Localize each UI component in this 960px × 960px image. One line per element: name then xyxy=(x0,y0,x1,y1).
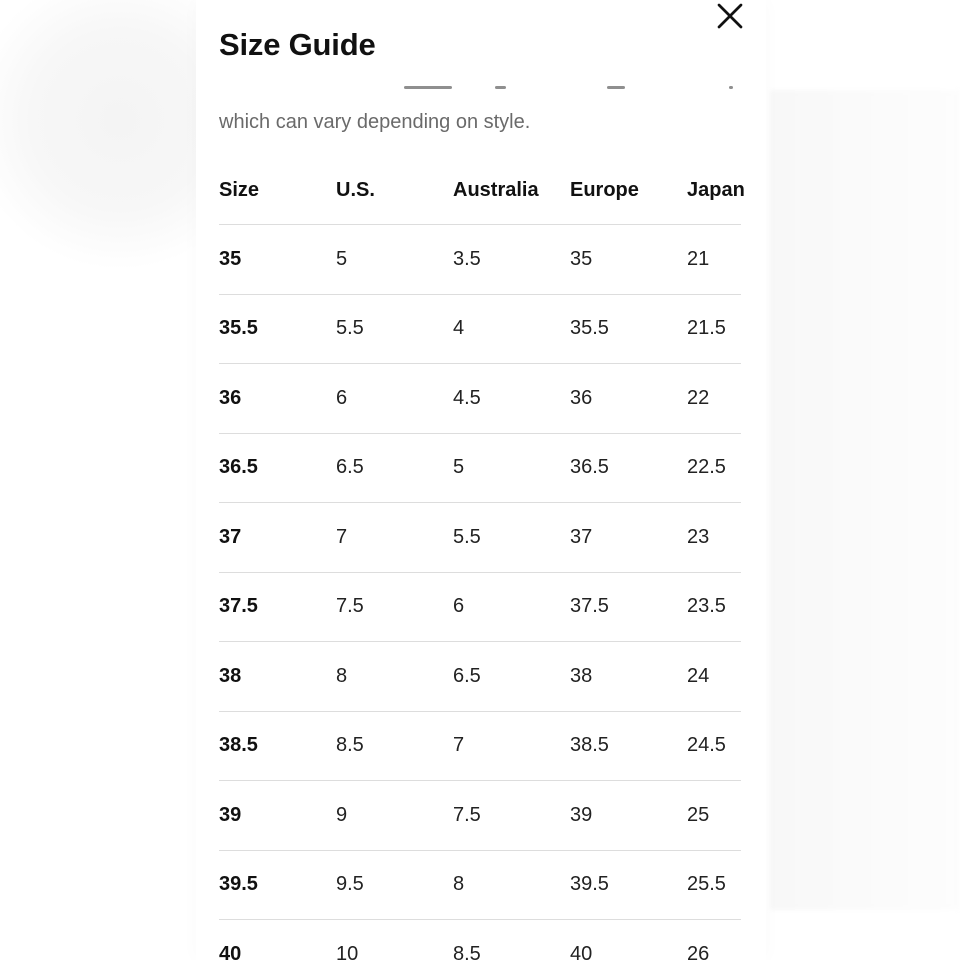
column-header-europe: Europe xyxy=(570,179,639,201)
size-value: 39 xyxy=(219,803,242,826)
europe-size-value: 35.5 xyxy=(570,317,609,340)
japan-size-value: 21 xyxy=(687,247,710,270)
europe-size-value: 39.5 xyxy=(570,873,609,896)
us-size-value: 8 xyxy=(336,664,348,687)
australia-size-value: 4 xyxy=(453,317,465,340)
japan-size-value: 23 xyxy=(687,525,710,548)
europe-size-value: 39 xyxy=(570,803,593,826)
table-row xyxy=(219,712,741,782)
europe-size-value: 40 xyxy=(570,942,593,960)
column-header-size: Size xyxy=(219,179,260,201)
australia-size-value: 7.5 xyxy=(453,803,481,826)
size-value: 38 xyxy=(219,664,242,687)
size-guide-description: which can vary depending on style. xyxy=(219,111,531,133)
europe-size-value: 35 xyxy=(570,247,593,270)
close-icon[interactable] xyxy=(715,1,745,31)
japan-size-value: 24.5 xyxy=(687,734,726,757)
size-conversion-table xyxy=(219,157,745,960)
page-title: Size Guide xyxy=(219,27,376,62)
europe-size-value: 38 xyxy=(570,664,593,687)
us-size-value: 6 xyxy=(336,386,348,409)
size-value: 35 xyxy=(219,247,242,270)
table-row xyxy=(219,781,741,851)
clipped-description-line xyxy=(219,86,739,91)
table-row xyxy=(219,642,741,712)
europe-size-value: 36.5 xyxy=(570,456,609,479)
column-header-japan: Japan xyxy=(687,179,745,201)
table-header xyxy=(219,157,745,225)
japan-size-value: 23.5 xyxy=(687,595,726,618)
background-blur xyxy=(770,90,960,910)
us-size-value: 8.5 xyxy=(336,734,364,757)
australia-size-value: 6.5 xyxy=(453,664,481,687)
size-value: 37 xyxy=(219,525,242,548)
table-row xyxy=(219,434,741,504)
europe-size-value: 36 xyxy=(570,386,593,409)
japan-size-value: 25.5 xyxy=(687,873,726,896)
size-value: 36 xyxy=(219,386,242,409)
japan-size-value: 25 xyxy=(687,803,710,826)
size-value: 35.5 xyxy=(219,317,258,340)
size-guide-panel xyxy=(196,0,766,960)
size-value: 40 xyxy=(219,942,242,960)
us-size-value: 10 xyxy=(336,942,359,960)
table-row xyxy=(219,573,741,643)
size-value: 37.5 xyxy=(219,595,258,618)
us-size-value: 5 xyxy=(336,247,348,270)
australia-size-value: 8 xyxy=(453,873,465,896)
japan-size-value: 21.5 xyxy=(687,317,726,340)
table-row xyxy=(219,225,741,295)
table-row xyxy=(219,503,741,573)
size-value: 39.5 xyxy=(219,873,258,896)
table-row xyxy=(219,851,741,921)
japan-size-value: 22 xyxy=(687,386,710,409)
size-value: 36.5 xyxy=(219,456,258,479)
europe-size-value: 37.5 xyxy=(570,595,609,618)
europe-size-value: 37 xyxy=(570,525,593,548)
us-size-value: 9 xyxy=(336,803,348,826)
japan-size-value: 26 xyxy=(687,942,710,960)
us-size-value: 7 xyxy=(336,525,348,548)
japan-size-value: 22.5 xyxy=(687,456,726,479)
table-row xyxy=(219,295,741,365)
column-header-australia: Australia xyxy=(453,179,539,201)
size-value: 38.5 xyxy=(219,734,258,757)
japan-size-value: 24 xyxy=(687,664,710,687)
australia-size-value: 6 xyxy=(453,595,465,618)
us-size-value: 5.5 xyxy=(336,317,364,340)
australia-size-value: 7 xyxy=(453,734,465,757)
australia-size-value: 5 xyxy=(453,456,465,479)
table-row xyxy=(219,364,741,434)
us-size-value: 9.5 xyxy=(336,873,364,896)
australia-size-value: 5.5 xyxy=(453,525,481,548)
europe-size-value: 38.5 xyxy=(570,734,609,757)
australia-size-value: 8.5 xyxy=(453,942,481,960)
australia-size-value: 4.5 xyxy=(453,386,481,409)
table-row xyxy=(219,920,741,960)
us-size-value: 6.5 xyxy=(336,456,364,479)
australia-size-value: 3.5 xyxy=(453,247,481,270)
column-header-us: U.S. xyxy=(336,179,375,201)
us-size-value: 7.5 xyxy=(336,595,364,618)
